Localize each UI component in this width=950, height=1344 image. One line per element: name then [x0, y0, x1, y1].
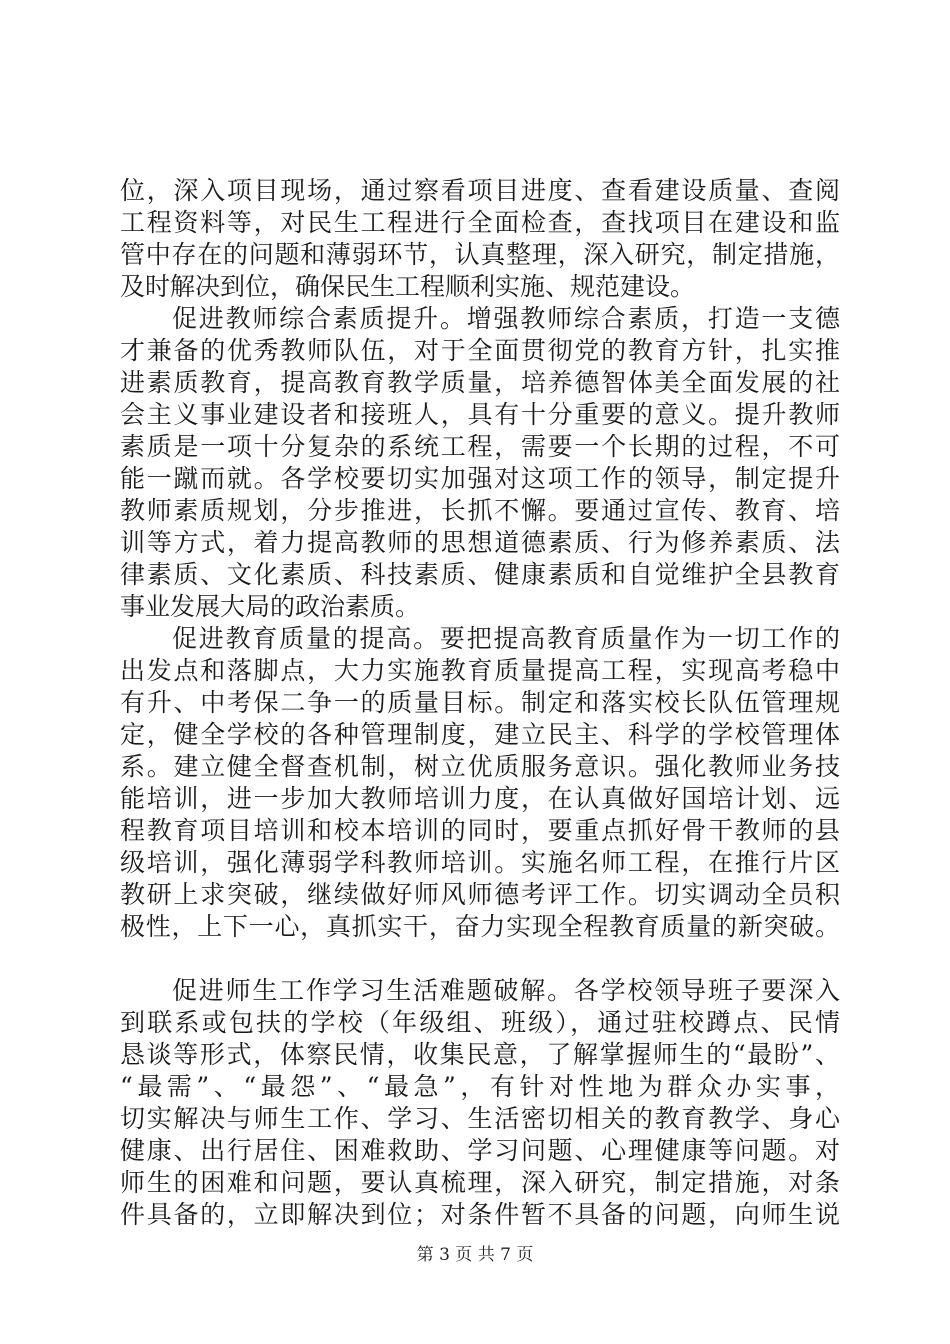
p4-line-7: 师生的困难和问题，要认真梳理，深入研究，制定措施，对条 [120, 1168, 840, 1197]
p1-line-1: 位，深入项目现场，通过察看项目进度、查看建设质量、查阅 [120, 176, 840, 205]
p4-line-3: 恳谈等形式，体察民情，收集民意，了解掌握师生的“最盼”、 [120, 1040, 840, 1069]
p3-line-6: 能培训，进一步加大教师培训力度，在认真做好国培计划、远 [120, 784, 840, 813]
p3-line-2: 出发点和落脚点，大力实施教育质量提高工程，实现高考稳中 [120, 656, 840, 685]
p2-line-1: 促进教师综合素质提升。增强教师综合素质，打造一支德 [172, 304, 840, 333]
p2-line-5: 素质是一项十分复杂的系统工程，需要一个长期的过程，不可 [120, 432, 840, 461]
p3-line-3: 有升、中考保二争一的质量目标。制定和落实校长队伍管理规 [120, 688, 840, 717]
p2-line-8: 训等方式，着力提高教师的思想道德素质、行为修养素质、法 [120, 528, 840, 557]
p2-line-7: 教师素质规划，分步推进，长抓不懈。要通过宣传、教育、培 [120, 496, 840, 525]
p4-line-6: 健康、出行居住、困难救助、学习问题、心理健康等问题。对 [120, 1136, 840, 1165]
p2-line-3: 进素质教育，提高教育教学质量，培养德智体美全面发展的社 [120, 368, 840, 397]
p3-line-5: 系。建立健全督查机制，树立优质服务意识。强化教师业务技 [120, 752, 840, 781]
p4-line-5: 切实解决与师生工作、学习、生活密切相关的教育教学、身心 [120, 1104, 840, 1133]
p4-line-1: 促进师生工作学习生活难题破解。各学校领导班子要深入 [172, 976, 840, 1005]
p3-line-10: 极性，上下一心，真抓实干，奋力实现全程教育质量的新突破。 [120, 912, 840, 941]
p1-line-2: 工程资料等，对民生工程进行全面检查，查找项目在建设和监 [120, 208, 840, 237]
page-number-footer: 第 3 页 共 7 页 [416, 1245, 534, 1265]
p3-line-8: 级培训，强化薄弱学科教师培训。实施名师工程，在推行片区 [120, 848, 840, 877]
p4-line-4: “最需”、“最怨”、“最急”，有针对性地为群众办实事， [120, 1072, 840, 1101]
p1-line-3: 管中存在的问题和薄弱环节，认真整理，深入研究，制定措施， [120, 240, 840, 269]
p4-line-2: 到联系或包扶的学校（年级组、班级），通过驻校蹲点、民情 [120, 1008, 840, 1037]
p4-line-8: 件具备的，立即解决到位；对条件暂不具备的问题，向师生说 [120, 1200, 840, 1229]
p3-line-9: 教研上求突破，继续做好师风师德考评工作。切实调动全员积 [120, 880, 840, 909]
p3-line-4: 定，健全学校的各种管理制度，建立民主、科学的学校管理体 [120, 720, 840, 749]
p2-line-2: 才兼备的优秀教师队伍，对于全面贯彻党的教育方针，扎实推 [120, 336, 840, 365]
p2-line-10: 事业发展大局的政治素质。 [120, 592, 421, 621]
p3-line-7: 程教育项目培训和校本培训的同时，要重点抓好骨干教师的县 [120, 816, 840, 845]
p1-line-4: 及时解决到位，确保民生工程顺利实施、规范建设。 [120, 272, 696, 301]
p2-line-4: 会主义事业建设者和接班人，具有十分重要的意义。提升教师 [120, 400, 840, 429]
p2-line-6: 能一蹴而就。各学校要切实加强对这项工作的领导，制定提升 [120, 464, 840, 493]
p2-line-9: 律素质、文化素质、科技素质、健康素质和自觉维护全县教育 [120, 560, 840, 589]
p3-line-1: 促进教育质量的提高。要把提高教育质量作为一切工作的 [172, 624, 840, 653]
